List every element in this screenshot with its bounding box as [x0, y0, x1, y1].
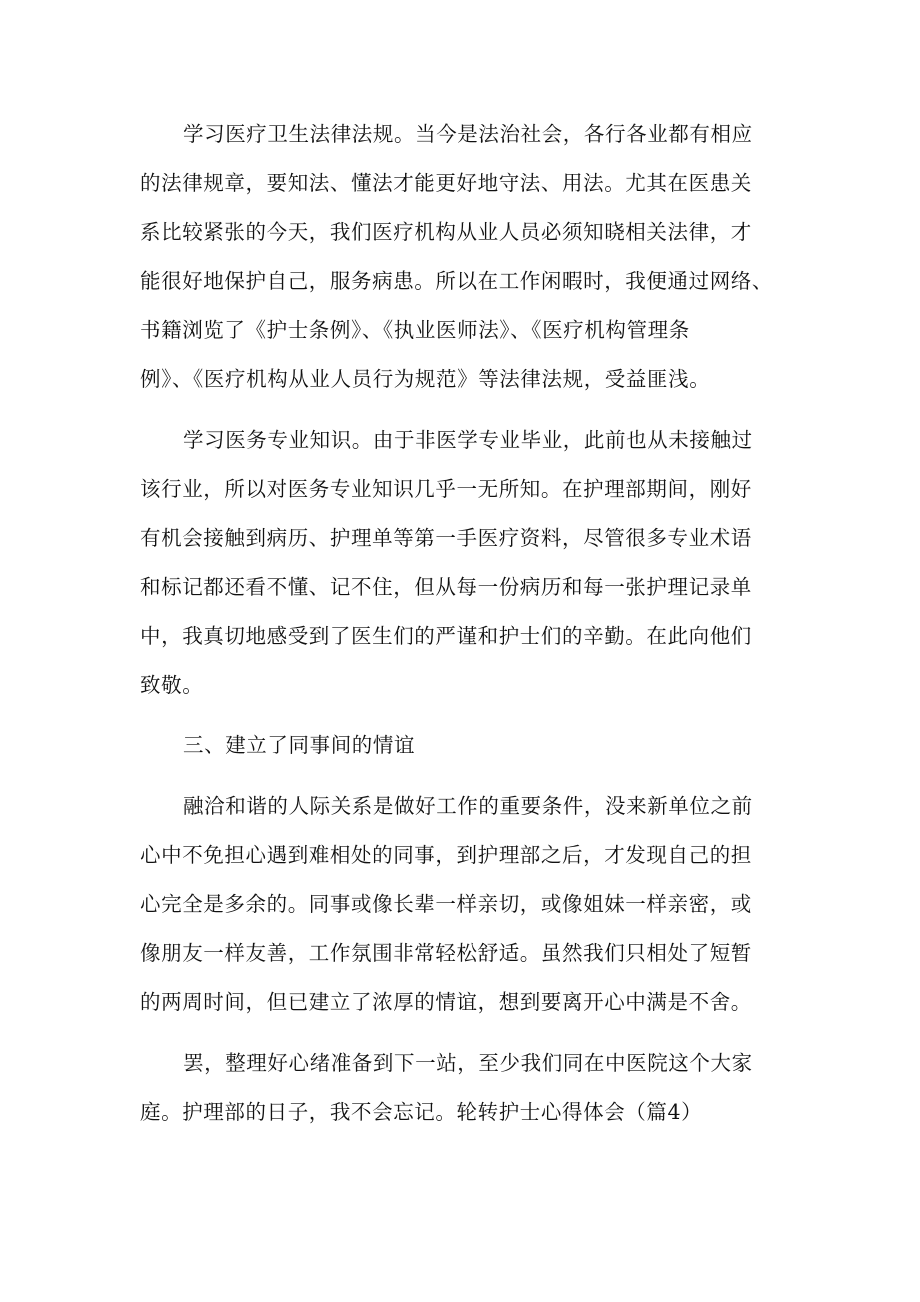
paragraph-study-medical-law: [140, 110, 800, 404]
text-line: 该行业，所以对医务专业知识几乎一无所知。在护理部期间，刚好: [140, 477, 752, 501]
text-line: 中，我真切地感受到了医生们的严谨和护士们的辛勤。在此向他们: [140, 624, 752, 648]
text-line: 例》、《医疗机构从业人员行为规范》等法律法规，受益匪浅。: [140, 367, 711, 391]
text-line: 有机会接触到病历、护理单等第一手医疗资料，尽管很多专业术语: [140, 526, 752, 550]
text-line: 致敬。: [140, 673, 204, 697]
text-line: 书籍浏览了《护士条例》、《执业医师法》、《医疗机构管理条: [140, 318, 690, 342]
text-line: 像朋友一样友善，工作氛围非常轻松舒适。虽然我们只相处了短暂: [140, 941, 752, 965]
text-line: 学习医疗卫生法律法规。当今是法治社会，各行各业都有相应: [183, 122, 753, 146]
text-line: 心中不免担心遇到难相处的同事，到护理部之后，才发现自己的担: [140, 843, 752, 867]
text-line: 能很好地保护自己，服务病患。所以在工作闲暇时，我便通过网络、: [140, 269, 773, 293]
text-line: 罢，整理好心绪准备到下一站，至少我们同在中医院这个大家: [183, 1051, 753, 1075]
text-line: 庭。护理部的日子，我不会忘记。轮转护士心得体会（篇4）: [140, 1100, 703, 1124]
text-line: 的法律规章，要知法、懂法才能更好地守法、用法。尤其在医患关: [140, 171, 752, 195]
section-heading: [140, 721, 800, 770]
paragraph-closing: [140, 1039, 800, 1137]
paragraph-colleague-friendship: [140, 782, 800, 1027]
text-line: 和标记都还看不懂、记不住，但从每一份病历和每一张护理记录单: [140, 575, 752, 599]
text-line: 融洽和谐的人际关系是做好工作的重要条件，没来新单位之前: [183, 794, 753, 818]
text-line: 学习医务专业知识。由于非医学专业毕业，此前也从未接触过: [183, 428, 753, 452]
paragraph-study-medical-knowledge: [140, 416, 800, 710]
text-line: 三、建立了同事间的情谊: [183, 733, 416, 757]
text-line: 系比较紧张的今天，我们医疗机构从业人员必须知晓相关法律，才: [140, 220, 752, 244]
text-line: 心完全是多余的。同事或像长辈一样亲切，或像姐妹一样亲密，或: [140, 892, 752, 916]
text-line: 的两周时间，但已建立了浓厚的情谊，想到要离开心中满是不舍。: [140, 990, 752, 1014]
